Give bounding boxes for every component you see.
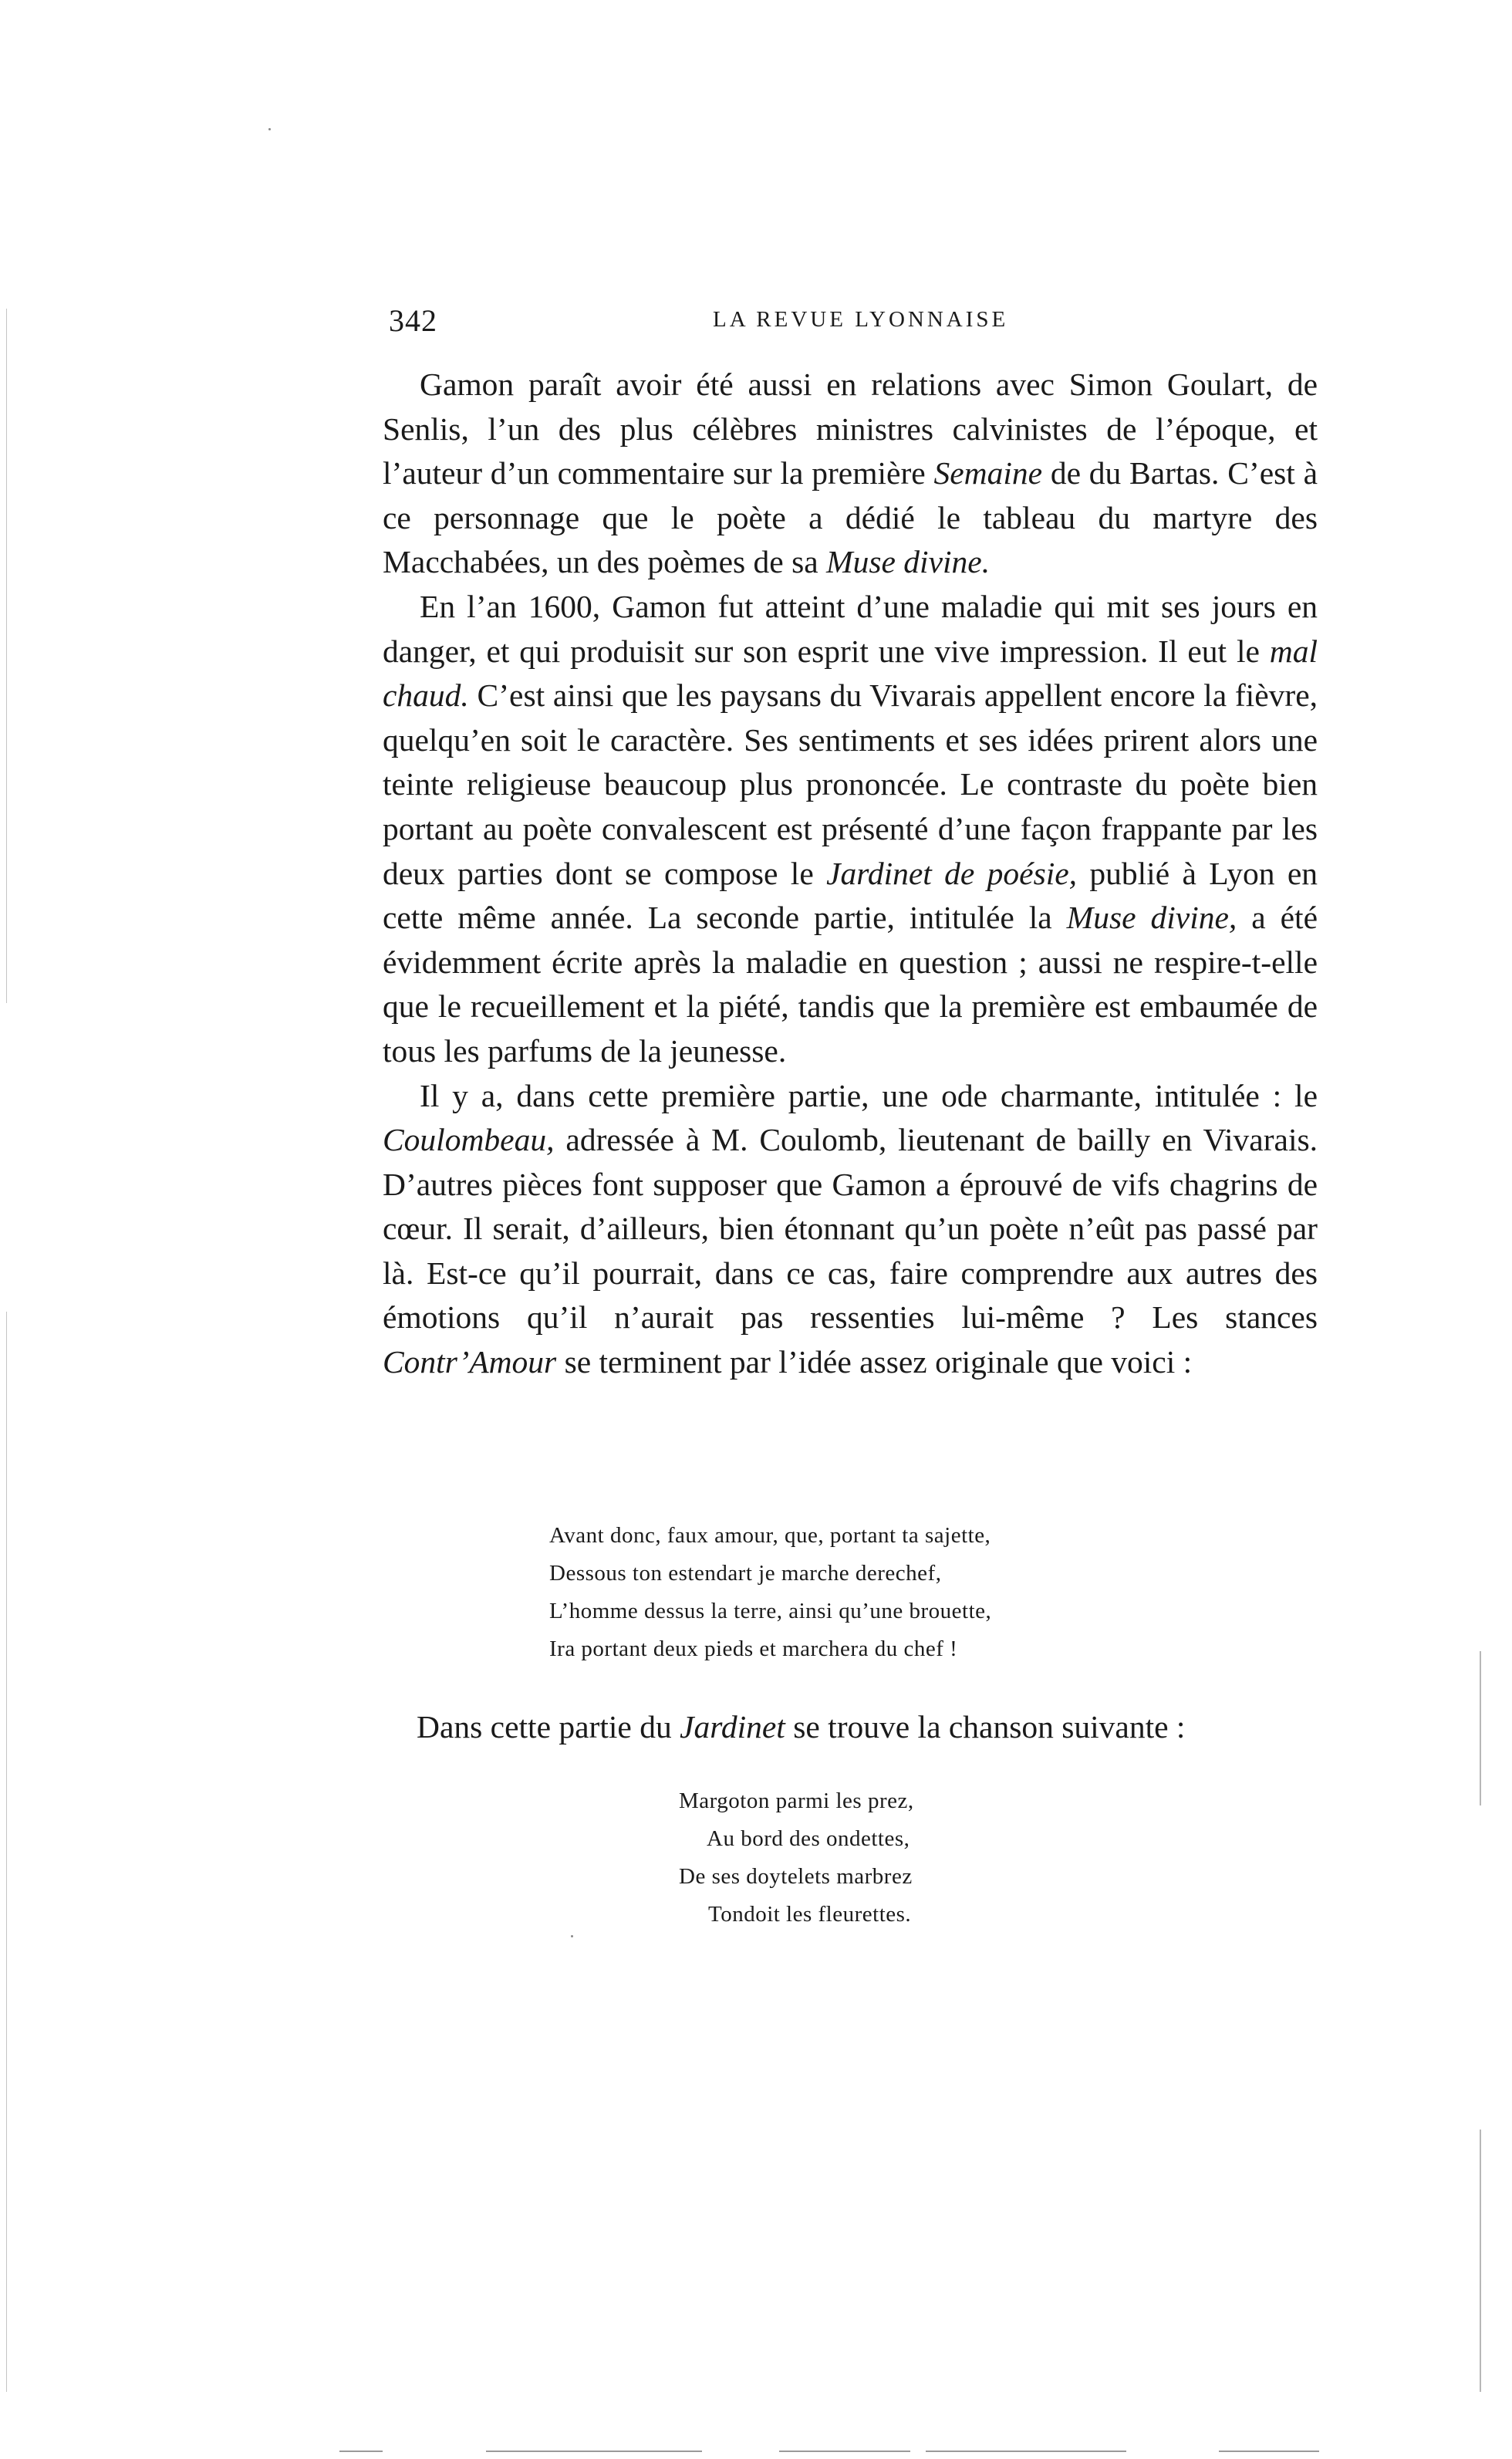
running-title: LA REVUE LYONNAISE xyxy=(713,307,1009,332)
scan-edge-line xyxy=(6,1312,7,2392)
verse-line: De ses doytelets marbrez xyxy=(679,1864,913,1889)
body-text xyxy=(383,363,1318,1385)
verse-line: Margoton parmi les prez, xyxy=(679,1789,914,1813)
verse-line: Au bord des ondettes, xyxy=(707,1826,910,1851)
scan-edge-line xyxy=(1480,2130,1481,2392)
scan-speck xyxy=(571,1935,573,1937)
scan-edge-line xyxy=(1480,1651,1481,1805)
scan-edge-line xyxy=(6,309,7,1003)
song-intro-line: Dans cette partie du Jardinet se trouve la chanson suivante : xyxy=(417,1709,1186,1745)
scan-edge-dash xyxy=(779,2451,910,2452)
scan-edge-dash xyxy=(339,2451,383,2452)
scan-speck xyxy=(268,128,271,130)
running-header xyxy=(389,302,1315,349)
verse-line: Dessous ton estendart je marche derechef, xyxy=(549,1561,942,1586)
paragraph: En l’an 1600, Gamon fut atteint d’une maladie qui mit ses jours en danger, et qui produisit sur son esprit une vive impression. Il eut le mal chaud. C’est ainsi que les paysans du Vivarais appellent encore la fièvre, quelqu’en soit le caractère. Ses sentiments et ses idées prirent alors une teinte religieuse beaucoup plus prononcée. Le contraste du poète bien portant au poète convalescent est présenté d’une façon frappante par les deux parties dont se compose le Jardinet de poésie, publié à Lyon en cette même année. La seconde partie, intitulée la Muse divine, a été évidemment écrite après la maladie en question ; aussi ne respire-t-elle que le recueillement et la piété, tandis que la première est embaumée de tous les parfums de la jeunesse. xyxy=(383,588,1318,1069)
verse-line: Tondoit les fleurettes. xyxy=(708,1902,912,1927)
verse-line: L’homme dessus la terre, ainsi qu’une brouette, xyxy=(549,1599,992,1623)
scan-edge-dash xyxy=(486,2451,702,2452)
paragraph: Il y a, dans cette première partie, une ode charmante, intitulée : le Coulombeau, adressée à M. Coulomb, lieutenant de bailly en Vivarais. D’autres pièces font supposer que Gamon a éprouvé de vifs chagrins de cœur. Il serait, d’ailleurs, bien étonnant qu’un poète n’eût pas passé par là. Est-ce qu’il pourrait, dans ce cas, faire comprendre aux autres des émotions qu’il n’aurait pas ressenties lui-même ? Les stances Contr’Amour se terminent par l’idée assez originale que voici : xyxy=(383,1077,1318,1380)
scan-edge-dash xyxy=(926,2451,1049,2452)
page-number: 342 xyxy=(389,303,437,338)
verse-quote-contr-amour xyxy=(549,1517,991,1668)
scan-edge-dash xyxy=(1041,2451,1126,2452)
verse-quote-chanson xyxy=(679,1782,914,1934)
paragraph: Gamon paraît avoir été aussi en relations avec Simon Goulart, de Senlis, l’un des plus célèbres ministres calvinistes de l’époque, et l’auteur d’un commentaire sur la première Semaine de du Bartas. C’est à ce personnage que le poète a dédié le tableau du martyre des Macchabées, un des poèmes de sa Muse divine. xyxy=(383,366,1318,580)
verse-line: Ira portant deux pieds et marchera du chef ! xyxy=(549,1637,958,1661)
scan-edge-dash xyxy=(1219,2451,1319,2452)
verse-line: Avant donc, faux amour, que, portant ta sajette, xyxy=(549,1523,991,1548)
